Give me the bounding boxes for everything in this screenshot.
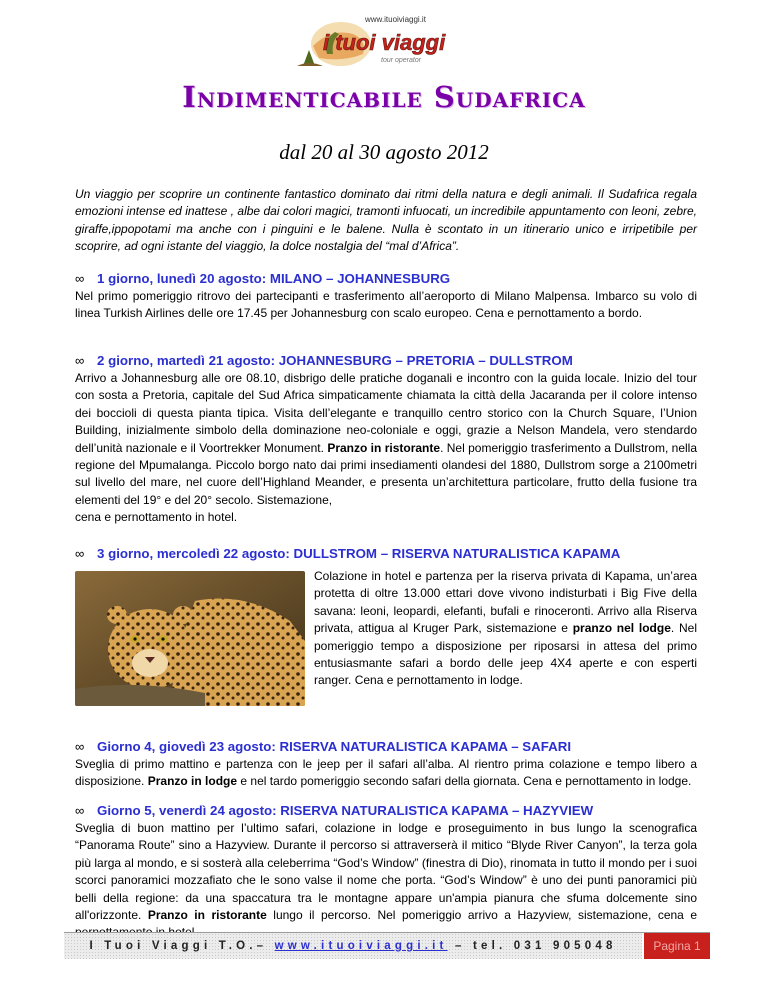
day-title: Giorno 4, giovedì 23 agosto: RISERVA NATURALISTICA KAPAMA – SAFARI — [97, 738, 572, 754]
meal-highlight: pranzo nel lodge — [572, 621, 671, 636]
intro-paragraph: Un viaggio per scoprire un continente fantastico dominato dai ritmi della natura e degli animali. Il Sudafrica regala emozioni intense ed inattese , albe dai colori magici, tramonti infuocati, un incredibile appuntamento con leoni, zebre, giraffe,ippopotami ma anche con i pinguini e le balene. Nulla è scontato in un itinerario unico e irripetibile per scoprire, ad ogni istante del viaggio, la dolce nostalgia del “mal d’Africa”. — [75, 187, 697, 254]
meal-highlight: Pranzo in lodge — [147, 774, 238, 789]
bullet-icon: ∞ — [75, 545, 85, 561]
day-text: cena e pernottamento in hotel. — [75, 510, 238, 525]
day-description — [75, 370, 697, 527]
footer-contact — [64, 933, 642, 959]
footer-phone: – tel. 031 905048 — [454, 940, 617, 952]
day-text: Sveglia di buon mattino per l’ultimo safari, colazione in lodge e proseguimento in bus lungo la scenografica “Panorama Route” sino a Hazyview. Durante il percorso si attraverserà il mitico “Blyde River Canyon”, la terza gola più larga al mondo, e si sosterà alla celeberrima “God’s Window” (finestra di Dio), rinomata in tutto il mondo per i suoi scorci panoramici mozzafiato che le sono valse il nome che porta. “God’s Window” è uno dei punti panoramici più belli della regione: da una spaccatura tra le montagne appare un'ampia pianura che sfuma dolcemente sino all'orizzonte. — [75, 821, 697, 923]
day-heading — [75, 269, 697, 287]
day-text: Arrivo a Johannesburg alle ore 08.10, disbrigo delle pratiche doganali e incontro con la guida locale. Inizio del tour con sosta a Pretoria, capitale del Sud Africa simpaticamente chiamata la città della Jacaranda per il colore intenso dei boccioli di questa pianta tipica. Visita dell’elegante e tranquillo centro storico con la Church Square, l’Union Building, inizialmente simbolo della dominazione neo-coloniale e oggi, grazie a Nelson Mandela, vero stendardo dell’unità nazionale e il Voortrekker Monument. — [75, 371, 697, 455]
itinerary-day-5 — [75, 801, 697, 942]
logo-url: www.ituoiviaggi.it — [365, 15, 426, 24]
day-text: lungo il percorso. Nel pomeriggio arrivo a Hazyview, sistemazione, cena e — [273, 908, 698, 923]
leopard-photo — [75, 571, 305, 706]
leopard-image — [75, 571, 305, 706]
logo-tagline: tour operator — [381, 57, 422, 64]
bullet-icon: ∞ — [75, 270, 85, 286]
day-3-description — [314, 568, 697, 690]
day-heading — [75, 801, 697, 819]
day-text: e nel tardo pomeriggio secondo safari della giornata. Cena e pernottamento in lodge. — [237, 774, 692, 789]
day-description — [75, 820, 697, 942]
day-text: Sveglia di primo mattino e partenza con le jeep per il safari all’alba. Al rientro prima colazione e tempo libero a disposizione. — [75, 757, 697, 789]
logo-graphic — [283, 10, 453, 72]
page-number: Pagina 1 — [642, 933, 710, 959]
bullet-icon: ∞ — [75, 738, 85, 754]
page-title: Indimenticabile Sudafrica — [182, 80, 586, 114]
day-heading — [75, 544, 697, 562]
day-text: . Nel pomeriggio tempo a disposizione per riposarsi in attesa del primo entusiasmante safari a bordo delle jeep 4X4 aperte e con esperti ranger. Cena e pernottamento in lodge. — [314, 621, 697, 688]
day-text: Colazione in hotel e partenza per la riserva privata di Kapama, un’area protetta di oltre 13.000 ettari dove vivono indisturbati i Big Five della savana: leoni, leopardi, elefanti, bufali e rinoceronti. Arrivo alla Riserva privata, attigua al Kruger Park, sistemazione e — [314, 569, 697, 636]
day-title: 2 giorno, martedì 21 agosto: JOHANNESBURG – PRETORIA – DULLSTROM — [97, 352, 573, 368]
day-heading — [75, 737, 697, 755]
day-title: Giorno 5, venerdì 24 agosto: RISERVA NATURALISTICA KAPAMA – HAZYVIEW — [97, 802, 594, 818]
itinerary-day-2 — [75, 351, 697, 527]
itinerary-day-4 — [75, 737, 697, 791]
day-title: 3 giorno, mercoledì 22 agosto: DULLSTROM – RISERVA NATURALISTICA KAPAMA — [97, 545, 621, 561]
meal-highlight: Pranzo in ristorante — [147, 908, 267, 923]
bullet-icon: ∞ — [75, 352, 85, 368]
meal-highlight: Pranzo in ristorante — [327, 440, 441, 455]
day-description — [75, 756, 697, 791]
trip-dates: dal 20 al 30 agosto 2012 — [279, 140, 489, 164]
day-description: Nel primo pomeriggio ritrovo dei partecipanti e trasferimento all’aeroporto di Milano Malpensa. Imbarco su volo di linea Turkish Airlines delle ore 17.45 per Johannesburg con scalo europeo. Cena e pernottamento a bordo. — [75, 289, 697, 321]
itinerary-day-1 — [75, 269, 697, 323]
bullet-icon: ∞ — [75, 802, 85, 818]
day-title: 1 giorno, lunedì 20 agosto: MILANO – JOHANNESBURG — [97, 270, 451, 286]
website-link[interactable]: www.ituoiviaggi.it — [274, 940, 448, 952]
logo-brand: i tuoi viaggi — [323, 30, 446, 55]
itinerary-day-3 — [75, 544, 697, 562]
company-logo — [283, 10, 453, 72]
day-heading — [75, 351, 697, 369]
day-text: . Nel pomeriggio trasferimento a Dullstrom, nella regione del Mpumalanga. Piccolo borgo nato dai primi insediamenti olandesi del 1880, Dullstrom sorge a 2100metri sul livello del mare, nel cuore dell’Highland Meander, e presenta un’architettura particolare, frutto della fusione tra elementi del 19° e del 20° secolo. Sistemazione, — [75, 440, 697, 507]
footer-company: I Tuoi Viaggi T.O.– — [89, 940, 268, 952]
page-footer — [64, 932, 710, 959]
